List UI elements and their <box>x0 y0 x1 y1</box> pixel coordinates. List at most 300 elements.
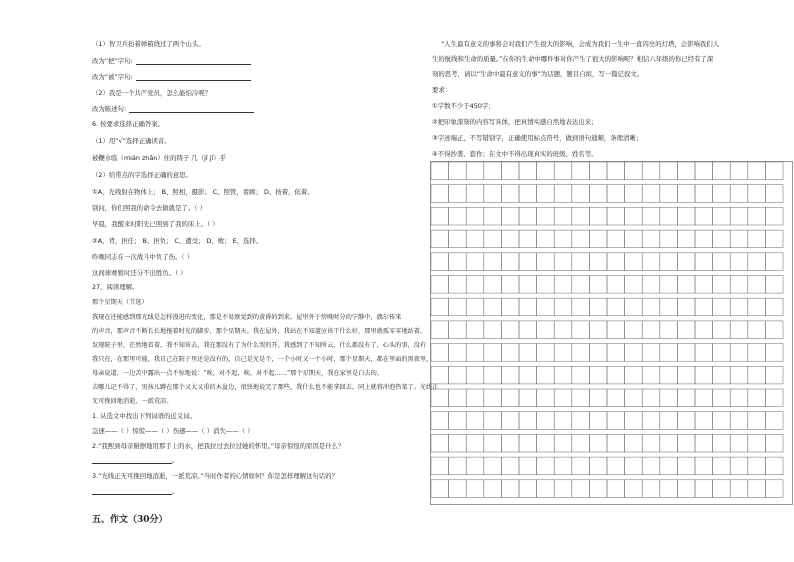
grid-cell <box>642 207 660 225</box>
requirement-item: ④不得抄袭、套作；在文中不得出现真实的班级、姓名等。 <box>432 150 598 158</box>
grid-cell <box>589 276 607 294</box>
grid-cell <box>607 434 625 452</box>
grid-cell <box>519 389 537 407</box>
passage-line: 的声音，那声音不断长长地拖着时光的脚步，那个星期天。我在屋外，我站在不知道应该干什么好，那里就孤零零地站着， <box>92 328 427 335</box>
grid-cell <box>677 185 695 203</box>
grid-cell <box>748 230 766 248</box>
grid-cell <box>730 253 748 271</box>
grid-cell <box>748 412 766 430</box>
requirement-item: ③字迹端正，不写错别字，正确使用标点符号，做到语句通顺，条理清晰； <box>432 134 643 142</box>
grid-cell <box>660 185 678 203</box>
grid-cell <box>449 321 467 339</box>
grid-cell <box>642 276 660 294</box>
grid-cell <box>660 253 678 271</box>
grid-cell <box>642 185 660 203</box>
grid-row <box>431 230 783 248</box>
grid-cell <box>537 344 555 362</box>
grid-cell <box>554 344 572 362</box>
q27-2-text: 2.“我熙到母亲俯擦地用那手上的水，把我拉过去拉过她的怀里。”母亲惊惶的原因是什么？ <box>92 442 345 450</box>
grid-cell <box>484 185 502 203</box>
grid-cell <box>449 207 467 225</box>
grid-cell <box>695 298 713 316</box>
grid-cell <box>484 344 502 362</box>
grid-cell <box>713 185 731 203</box>
grid-cell <box>607 412 625 430</box>
grid-cell <box>765 366 783 384</box>
q1-ba-answer-line[interactable] <box>136 58 251 65</box>
grid-border <box>431 162 793 505</box>
grid-cell <box>695 457 713 475</box>
grid-cell <box>501 366 519 384</box>
grid-cell <box>589 366 607 384</box>
grid-cell <box>625 321 643 339</box>
grid-cell <box>519 344 537 362</box>
grid-cell <box>642 230 660 248</box>
grid-cell <box>537 298 555 316</box>
grid-cell <box>519 457 537 475</box>
grid-cell <box>537 162 555 180</box>
grid-cell <box>572 457 590 475</box>
grid-cell <box>501 230 519 248</box>
grid-cell <box>554 298 572 316</box>
passage-line: 去哪儿记不得了，男孩儿蹲在那个又大又重的木盆边，很快地说完了那些，我什么也不能拿回去，同上就将冲泡热菜了。光线正 <box>92 384 439 391</box>
grid-cell <box>677 480 695 498</box>
grid-cell <box>748 366 766 384</box>
grid-cell <box>501 207 519 225</box>
grid-cell <box>695 230 713 248</box>
grid-cell <box>642 389 660 407</box>
q1-ba-label: 改为“把”字句: <box>92 57 251 65</box>
grid-cell <box>572 366 590 384</box>
grid-cell <box>554 366 572 384</box>
composition-grid[interactable] <box>430 161 794 506</box>
grid-cell <box>625 185 643 203</box>
q1-bei-answer-line[interactable] <box>136 74 251 81</box>
q27-3-text: 3.“光线正无可挽回地消逝，一派荒凉。”当时作者的心情如何？你是怎样理解这句话的？ <box>92 472 338 480</box>
grid-cell <box>695 162 713 180</box>
grid-cell <box>625 344 643 362</box>
grid-cell <box>484 434 502 452</box>
grid-cell <box>660 162 678 180</box>
passage-line: 无可挽回地消逝，一派荒凉。 <box>92 398 173 405</box>
grid-cell <box>466 389 484 407</box>
grid-cell <box>484 253 502 271</box>
grid-cell <box>501 276 519 294</box>
grid-cell <box>695 434 713 452</box>
grid-cell <box>466 276 484 294</box>
grid-cell <box>695 412 713 430</box>
grid-cell <box>519 298 537 316</box>
grid-cell <box>713 366 731 384</box>
grid-cell <box>660 434 678 452</box>
grid-cell <box>501 434 519 452</box>
grid-cell <box>765 298 783 316</box>
grid-cell <box>519 412 537 430</box>
grid-cell <box>554 230 572 248</box>
grid-cell <box>748 298 766 316</box>
grid-cell <box>765 389 783 407</box>
passage-line: 发现院子里，茫然地看着，我不知该去，我在那没有了为什么哭的开。我感到了不知所云，什么都没有了，心头的事，没有 <box>92 342 427 349</box>
grid-cell <box>607 185 625 203</box>
grid-cell <box>466 253 484 271</box>
grid-row <box>431 185 783 203</box>
grid-cell <box>572 253 590 271</box>
grid-row <box>431 253 783 271</box>
grid-cell <box>642 480 660 498</box>
grid-cell <box>695 321 713 339</box>
composition-grid-svg <box>430 161 794 506</box>
grid-cell <box>431 434 449 452</box>
grid-cell <box>537 412 555 430</box>
grid-cell <box>431 162 449 180</box>
grid-cell <box>642 162 660 180</box>
grid-cell <box>660 480 678 498</box>
grid-cell <box>554 480 572 498</box>
grid-cell <box>607 298 625 316</box>
grid-cell <box>537 457 555 475</box>
requirement-item: ①字数不少于450字； <box>432 102 495 110</box>
grid-cell <box>748 389 766 407</box>
grid-cell <box>625 434 643 452</box>
grid-row <box>431 412 783 430</box>
grid-cell <box>713 207 731 225</box>
grid-cell <box>713 457 731 475</box>
grid-cell <box>501 298 519 316</box>
grid-cell <box>660 207 678 225</box>
grid-cell <box>519 366 537 384</box>
grid-cell <box>572 344 590 362</box>
grid-cell <box>449 253 467 271</box>
q6-2-a2: 早晨，我醒来时阳光已照到了我的床上。（ ） <box>92 220 219 228</box>
grid-cell <box>748 162 766 180</box>
grid-cell <box>642 434 660 452</box>
grid-cell <box>765 230 783 248</box>
grid-cell <box>713 162 731 180</box>
grid-cell <box>501 253 519 271</box>
grid-cell <box>748 276 766 294</box>
q6-2-b2: 这间球赛暂时还分不出胜负。（ ） <box>92 269 187 277</box>
grid-cell <box>695 389 713 407</box>
grid-cell <box>554 253 572 271</box>
grid-cell <box>484 480 502 498</box>
q2-answer-line[interactable] <box>129 106 254 113</box>
q6-2-a1: 别问，你们照我的命令去做就是了。（ ） <box>92 204 206 212</box>
grid-cell <box>431 366 449 384</box>
grid-cell <box>660 230 678 248</box>
grid-cell <box>748 434 766 452</box>
grid-cell <box>554 389 572 407</box>
grid-cell <box>554 434 572 452</box>
grid-cell <box>607 344 625 362</box>
grid-cell <box>537 253 555 271</box>
grid-cell <box>431 207 449 225</box>
grid-cell <box>660 344 678 362</box>
grid-cell <box>589 434 607 452</box>
grid-cell <box>642 412 660 430</box>
grid-cell <box>625 480 643 498</box>
grid-cell <box>484 162 502 180</box>
grid-cell <box>484 366 502 384</box>
grid-cell <box>484 321 502 339</box>
grid-cell <box>713 412 731 430</box>
grid-cell <box>765 457 783 475</box>
grid-cell <box>607 230 625 248</box>
grid-cell <box>607 253 625 271</box>
grid-cell <box>625 207 643 225</box>
grid-cell <box>589 457 607 475</box>
passage-line: 我只在，在那里可能，我自己在院子里还是没有的，自己是光是个，一个小时又一个小时，那个星期天，都在里面的黑夜里， <box>92 356 433 363</box>
grid-cell <box>466 162 484 180</box>
grid-cell <box>765 434 783 452</box>
q1-bei-label: 改为“被”字句: <box>92 73 251 81</box>
grid-cell <box>466 457 484 475</box>
grid-row <box>431 344 783 362</box>
grid-cell <box>713 276 731 294</box>
grid-cell <box>572 434 590 452</box>
grid-cell <box>607 480 625 498</box>
grid-cell <box>554 276 572 294</box>
passage-line: 母亲说道，一边苦中露出一点不惊地说：“唉，对不起，唉，对不起……”那个星期天，我在家里是白去的。 <box>92 370 383 377</box>
grid-cell <box>589 230 607 248</box>
grid-cell <box>431 412 449 430</box>
grid-cell <box>431 457 449 475</box>
grid-cell <box>466 185 484 203</box>
grid-cell <box>730 412 748 430</box>
grid-cell <box>748 457 766 475</box>
grid-cell <box>660 457 678 475</box>
grid-cell <box>466 230 484 248</box>
grid-cell <box>607 276 625 294</box>
grid-cell <box>431 389 449 407</box>
grid-cell <box>607 457 625 475</box>
grid-cell <box>572 185 590 203</box>
grid-cell <box>695 480 713 498</box>
grid-cell <box>713 480 731 498</box>
grid-cell <box>537 366 555 384</box>
grid-cell <box>730 434 748 452</box>
grid-cell <box>713 389 731 407</box>
grid-cell <box>677 162 695 180</box>
grid-cell <box>466 434 484 452</box>
grid-cell <box>519 434 537 452</box>
q6-title: 6. 按要求选择正确答案。 <box>92 120 165 128</box>
q1-text: （1）智卫兵抬着弹箱绕过了两个山头。 <box>92 40 205 48</box>
grid-cell <box>765 276 783 294</box>
grid-cell <box>730 298 748 316</box>
grid-cell <box>660 276 678 294</box>
grid-cell <box>625 457 643 475</box>
grid-cell <box>449 185 467 203</box>
grid-cell <box>713 434 731 452</box>
grid-cell <box>642 366 660 384</box>
grid-cell <box>695 276 713 294</box>
grid-cell <box>431 321 449 339</box>
grid-cell <box>642 253 660 271</box>
grid-cell <box>625 298 643 316</box>
grid-cell <box>677 434 695 452</box>
grid-cell <box>589 321 607 339</box>
grid-cell <box>572 321 590 339</box>
grid-cell <box>677 344 695 362</box>
grid-cell <box>748 321 766 339</box>
grid-cell <box>625 230 643 248</box>
grid-cell <box>607 321 625 339</box>
grid-cell <box>484 298 502 316</box>
grid-cell <box>449 298 467 316</box>
grid-cell <box>589 207 607 225</box>
grid-cell <box>501 457 519 475</box>
grid-cell <box>607 366 625 384</box>
grid-cell <box>677 457 695 475</box>
grid-cell <box>765 480 783 498</box>
grid-cell <box>625 276 643 294</box>
grid-cell <box>642 344 660 362</box>
grid-cell <box>765 412 783 430</box>
grid-cell <box>677 366 695 384</box>
grid-cell <box>449 366 467 384</box>
q27-3-answer[interactable]: 。 <box>92 487 178 495</box>
grid-cell <box>466 344 484 362</box>
grid-cell <box>642 457 660 475</box>
grid-cell <box>431 230 449 248</box>
grid-cell <box>660 321 678 339</box>
grid-cell <box>572 162 590 180</box>
grid-cell <box>677 230 695 248</box>
grid-cell <box>554 185 572 203</box>
grid-cell <box>519 480 537 498</box>
grid-cell <box>449 276 467 294</box>
grid-cell <box>730 207 748 225</box>
grid-cell <box>677 298 695 316</box>
grid-cell <box>625 162 643 180</box>
grid-cell <box>431 298 449 316</box>
grid-cell <box>748 344 766 362</box>
grid-cell <box>554 162 572 180</box>
grid-cell <box>589 185 607 203</box>
grid-cell <box>484 412 502 430</box>
grid-cell <box>554 457 572 475</box>
grid-cell <box>449 480 467 498</box>
grid-cell <box>765 185 783 203</box>
requirements-title: 要求： <box>432 86 452 94</box>
grid-cell <box>449 162 467 180</box>
grid-cell <box>695 366 713 384</box>
grid-cell <box>625 253 643 271</box>
grid-cell <box>466 207 484 225</box>
grid-cell <box>484 230 502 248</box>
grid-row <box>431 207 783 225</box>
grid-cell <box>730 457 748 475</box>
grid-cell <box>677 389 695 407</box>
grid-cell <box>431 480 449 498</box>
grid-cell <box>519 162 537 180</box>
grid-cell <box>730 389 748 407</box>
essay-prompt-line: “人生最有意义的事将会对我们产生很大的影响，会成为我们一生中一直闪亮的灯塔，会影响我们人 <box>441 40 720 48</box>
q6-2-a-options: ①A、光线射在物体上； B、照相，摄影； C、照管，看顾； D、按着，依着。 <box>92 188 314 196</box>
grid-cell <box>589 253 607 271</box>
grid-cell <box>484 389 502 407</box>
q27-1-line: 急速——（ ）惊慌——（ ）伤感——（ ）消失——（ ） <box>92 427 254 435</box>
grid-cell <box>572 230 590 248</box>
grid-cell <box>695 253 713 271</box>
q27-1-text: 1. 从选文中找出下列词语的近义词。 <box>92 412 196 420</box>
grid-cell <box>554 412 572 430</box>
grid-cell <box>572 412 590 430</box>
grid-row <box>431 366 783 384</box>
grid-cell <box>537 276 555 294</box>
grid-cell <box>713 321 731 339</box>
passage-line: 我现在还能感到那光线是怎样漫进的变化，那是不易察觉到的黄昏的到来。屋里外于傍晚时分的宁静中，偶尔传来 <box>92 314 402 321</box>
grid-cell <box>449 412 467 430</box>
grid-cell <box>572 389 590 407</box>
grid-cell <box>677 253 695 271</box>
grid-cell <box>449 434 467 452</box>
grid-cell <box>677 321 695 339</box>
grid-cell <box>660 389 678 407</box>
grid-cell <box>519 276 537 294</box>
grid-row <box>431 298 783 316</box>
section-5-heading: 五、作文（30分） <box>92 515 168 525</box>
grid-cell <box>730 276 748 294</box>
grid-cell <box>765 207 783 225</box>
requirement-item: ②把印象深刻的内容写具体，把真情实感自然地表达出来； <box>432 118 598 126</box>
grid-cell <box>537 434 555 452</box>
grid-cell <box>449 457 467 475</box>
grid-cell <box>501 480 519 498</box>
grid-cell <box>484 457 502 475</box>
grid-cell <box>695 185 713 203</box>
grid-cell <box>519 321 537 339</box>
grid-cell <box>748 480 766 498</box>
grid-cell <box>748 185 766 203</box>
essay-prompt-line: 刻的思考，请以“生命中最有意义的事”为话题，题目自拟，写一篇记叙文。 <box>432 70 644 78</box>
grid-cell <box>607 389 625 407</box>
grid-cell <box>765 253 783 271</box>
grid-cell <box>660 412 678 430</box>
grid-cell <box>730 480 748 498</box>
q6-1-line: 被鞭水临（mián zhǎn）住的铸子 几（jǐ jī）乎 <box>92 154 227 162</box>
q27-title: 27、阅读理解。 <box>92 283 139 291</box>
grid-cell <box>519 253 537 271</box>
grid-cell <box>765 321 783 339</box>
q2-chen-label: 改为陈述句: <box>92 105 254 113</box>
grid-row <box>431 480 783 498</box>
grid-cell <box>431 276 449 294</box>
grid-cell <box>765 162 783 180</box>
grid-cell <box>572 276 590 294</box>
grid-cell <box>501 162 519 180</box>
grid-cell <box>713 298 731 316</box>
grid-cell <box>572 480 590 498</box>
grid-cell <box>589 344 607 362</box>
grid-row <box>431 276 783 294</box>
grid-cell <box>730 321 748 339</box>
grid-cell <box>431 344 449 362</box>
passage-title: 那个星期天（节选） <box>92 299 148 306</box>
grid-cell <box>625 366 643 384</box>
q27-2-answer[interactable]: 。 <box>92 456 178 464</box>
grid-cell <box>713 344 731 362</box>
grid-cell <box>660 366 678 384</box>
grid-cell <box>431 185 449 203</box>
grid-cell <box>677 412 695 430</box>
grid-row <box>431 162 783 180</box>
grid-cell <box>501 344 519 362</box>
grid-cell <box>501 389 519 407</box>
grid-cell <box>730 162 748 180</box>
grid-cell <box>642 298 660 316</box>
grid-cell <box>449 344 467 362</box>
